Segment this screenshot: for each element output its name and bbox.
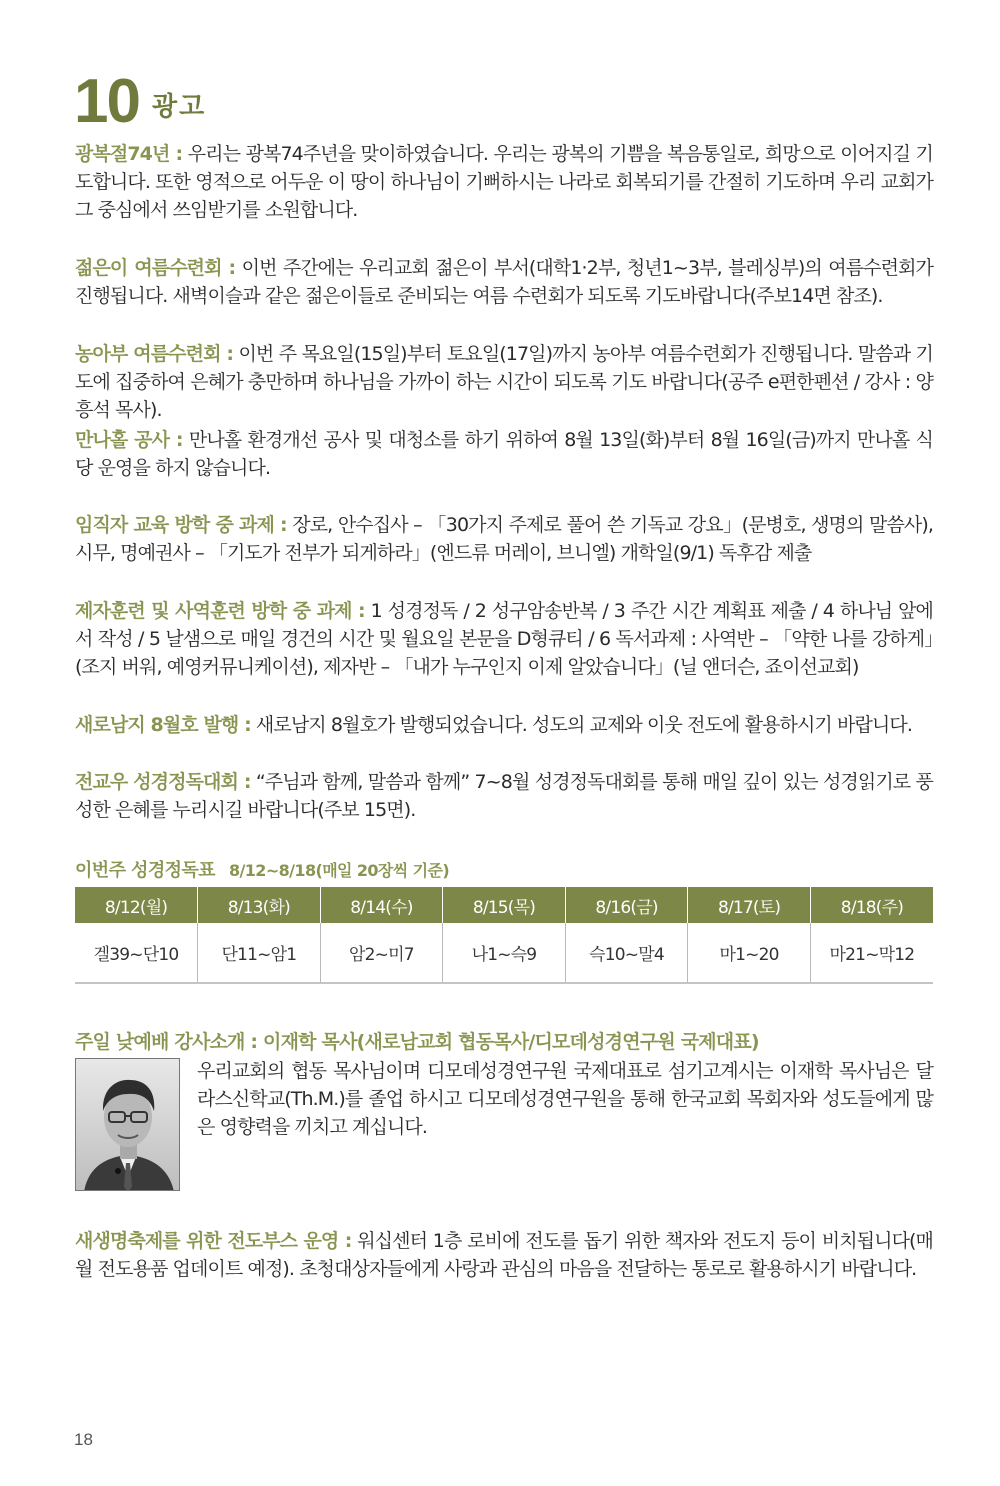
notice-liberation-day [75, 140, 933, 224]
table-header-row [75, 887, 933, 923]
table-header-cell: 8/12(월) [75, 887, 198, 923]
page-number: 18 [74, 1430, 93, 1449]
notice-text: 만나홀 환경개선 공사 및 대청소를 하기 위하여 8월 13일(화)부터 8월 16일(금)까지 만나홀 식당 운영을 하지 않습니다. [75, 429, 933, 479]
notice-label: 새생명축제를 위한 전도부스 운영 : [75, 1230, 352, 1252]
speaker-photo [75, 1058, 180, 1191]
table-header-cell: 8/18(주) [810, 887, 933, 923]
notice-label: 만나홀 공사 : [75, 429, 183, 451]
table-cell: 암2~미7 [320, 923, 443, 983]
notice-text: 1 성경정독 / 2 성구암송반복 / 3 주간 시간 계획표 제출 / 4 하나님 앞에서 작성 / 5 날샘으로 매일 경건의 시간 및 월요일 본문을 D형큐티 / 6 독서과제 : 사역반 – 「약한 나를 강하게」(조지 버워, 예영커뮤니케이션), 제자반 – 「내가 누구인지 이제 알았습니다」(닐 앤더슨, 죠이선교회) [75, 600, 934, 678]
table-cell: 슥10~말4 [565, 923, 688, 983]
section-number: 10 [74, 67, 139, 136]
notice-label: 제자훈련 및 사역훈련 방학 중 과제 : [75, 600, 365, 622]
notice-label: 농아부 여름수련회 : [75, 343, 234, 365]
table-row [75, 923, 933, 983]
table-header-cell: 8/14(수) [320, 887, 443, 923]
notice-text: 이번 주간에는 우리교회 젊은이 부서(대학1·2부, 청년1~3부, 블레싱부)의 여름수련회가 진행됩니다. 새벽이슬과 같은 젊은이들로 준비되는 여름 수련회가 되도록 기도바랍니다(주보14면 참조). [75, 257, 933, 307]
table-cell: 단11~암1 [198, 923, 321, 983]
notice-discipleship-assignment [75, 597, 933, 681]
notice-text: 새로남지 8월호가 발행되었습니다. 성도의 교제와 이웃 전도에 활용하시기 바랍니다. [250, 714, 912, 736]
speaker-bio: 우리교회의 협동 목사님이며 디모데성경연구원 국제대표로 섬기고계시는 이재학 목사님은 달라스신학교(Th.M.)를 졸업 하시고 디모데성경연구원을 통해 한국교회 목회자와 성도들에게 많은 영향력을 끼치고 계십니다. [197, 1060, 933, 1138]
notice-youth-retreat [75, 254, 933, 310]
table-header-cell: 8/15(목) [443, 887, 566, 923]
table-cell: 마1~20 [688, 923, 811, 983]
reading-schedule-table [75, 887, 933, 984]
table-header-cell: 8/16(금) [565, 887, 688, 923]
schedule-heading: 이번주 성경정독표 [75, 860, 215, 881]
notice-magazine [75, 711, 933, 739]
table-cell: 겔39~단10 [75, 923, 198, 983]
table-cell: 마21~막12 [810, 923, 933, 983]
notice-label: 젊은이 여름수련회 : [75, 257, 236, 279]
notice-deaf-retreat [75, 340, 933, 424]
notice-label: 전교우 성경정독대회 : [75, 771, 251, 793]
notice-text: 장로, 안수집사 – 「30가지 주제로 풀어 쓴 기독교 강요」(문병호, 생명의 말씀사), 시무, 명예권사 – 「기도가 전부가 되게하라」(엔드류 머레이, 브니엘) 개학일(9/1) 독후감 제출 [75, 514, 934, 564]
notice-bible-reading [75, 768, 933, 824]
notice-label: 새로남지 8월호 발행 : [75, 714, 251, 736]
table-header-cell: 8/17(토) [688, 887, 811, 923]
table-header-cell: 8/13(화) [198, 887, 321, 923]
schedule-title [75, 856, 449, 882]
notice-officer-assignment [75, 511, 933, 567]
notice-text: “주님과 함께, 말씀과 함께” 7~8월 성경정독대회를 통해 매일 깊이 있는 성경읽기로 풍성한 은혜를 누리시길 바랍니다(주보 15면). [75, 771, 933, 821]
notice-label: 광복절74년 : [75, 143, 183, 165]
speaker-title: 주일 낮예배 강사소개 : 이재학 목사(새로남교회 협동목사/디모데성경연구원 국제대표) [75, 1031, 759, 1053]
notice-text: 우리는 광복74주년을 맞이하였습니다. 우리는 광복의 기쁨을 복음통일로, 희망으로 이어지길 기도합니다. 또한 영적으로 어두운 이 땅이 하나님이 기뻐하시는 나라로 회복되기를 간절히 기도하며 우리 교회가 그 중심에서 쓰임받기를 소원합니다. [75, 143, 933, 221]
notice-text: 이번 주 목요일(15일)부터 토요일(17일)까지 농아부 여름수련회가 진행됩니다. 말씀과 기도에 집중하여 은혜가 충만하며 하나님을 가까이 하는 시간이 되도록 기도 바랍니다(공주 e편한펜션 / 강사 : 양흥석 목사). [75, 343, 933, 421]
notice-manna-hall [75, 426, 933, 482]
schedule-range: 8/12~8/18(매일 20장씩 기준) [228, 861, 450, 880]
table-cell: 나1~슥9 [443, 923, 566, 983]
section-title: 광고 [152, 92, 207, 122]
notice-text: 워십센터 1층 로비에 전도를 돕기 위한 책자와 전도지 등이 비치됩니다(매월 전도용품 업데이트 예정). 초청대상자들에게 사랑과 관심의 마음을 전달하는 통로로 활용하시기 바랍니다. [75, 1230, 933, 1280]
notice-label: 임직자 교육 방학 중 과제 : [75, 514, 287, 536]
notice-evangelism-booth [75, 1227, 933, 1283]
